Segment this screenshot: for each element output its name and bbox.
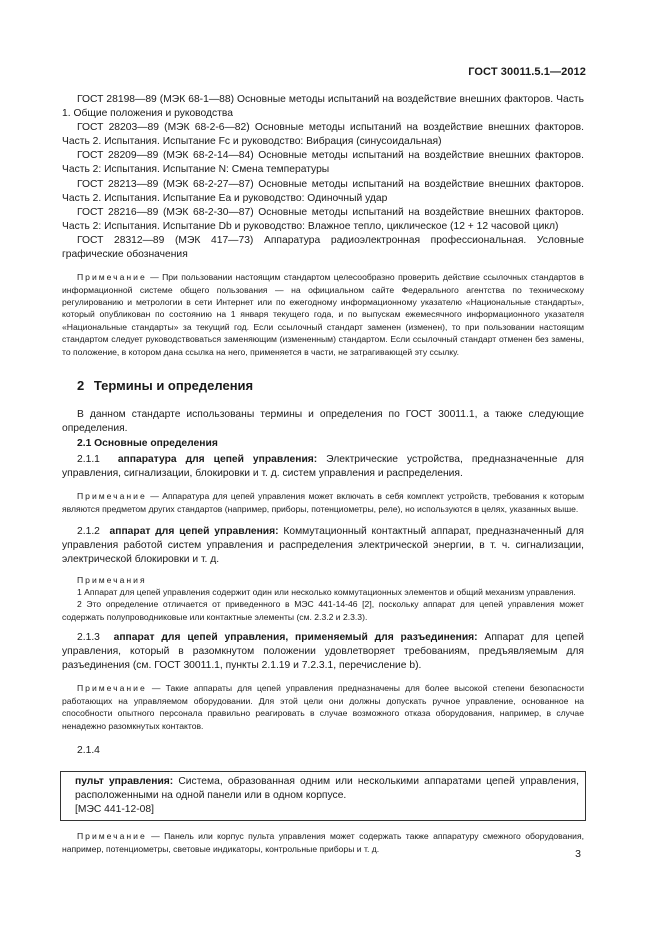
definition-note: 2 Это определение отличается от приведенного в МЭС 441-14-46 [2], поскольку аппарат для цепей управления может содержать полупроводниковые или контактные элементы (см. 2.3.2 и 2.3.3).	[62, 599, 584, 622]
clause-number: 2.1.1	[77, 454, 100, 466]
note-label: Примечание	[77, 683, 147, 694]
reference-item: ГОСТ 28203—89 (МЭК 68-2-6—82) Основные методы испытаний на воздействие внешних факторов. Часть 2. Испытания. Испытание Fc и руководство: Вибрация (синусоидальная)	[62, 122, 584, 148]
note-text: — Аппаратура для цепей управления может включать в себя комплект устройств, требования к которым являются предметом других стандартов (например, приборы, потенциометры, реле), но используются в целях, указанных выше.	[62, 491, 584, 514]
term: пульт управления:	[75, 776, 174, 788]
source-reference: [МЭС 441-12-08]	[75, 804, 154, 816]
note-label: Примечание	[77, 491, 147, 502]
definition-box	[60, 771, 586, 821]
section-intro: В данном стандарте использованы термины и определения по ГОСТ 30011.1, а также следующие определения.	[62, 408, 584, 435]
reference-item: ГОСТ 28209—89 (МЭК 68-2-14—84) Основные методы испытаний на воздействие внешних факторов. Часть 2: Испытания. Испытание N: Смена температуры	[62, 150, 584, 176]
subsection-heading: 2.1 Основные определения	[77, 438, 218, 450]
clause-number-2-1-4: 2.1.4	[77, 745, 100, 757]
definition-note	[62, 490, 584, 515]
term: аппарат для цепей управления:	[109, 526, 279, 538]
section-title: Термины и определения	[93, 377, 254, 393]
page-content	[62, 93, 584, 855]
document-header: ГОСТ 30011.5.1—2012	[468, 66, 586, 78]
notes-label	[62, 574, 584, 586]
clause-number: 2.1.2	[77, 526, 100, 538]
definition-note	[62, 682, 584, 732]
note-label: Примечание	[77, 272, 147, 283]
clause-number: 2.1.3	[77, 632, 100, 644]
definition-note: 1 Аппарат для цепей управления содержит один или несколько коммутационных элементов и общий механизм управления.	[77, 586, 576, 597]
definition-note	[62, 830, 584, 855]
definition-text: Электрические устройства, предназначенные для управления, сигнализации, блокировки и т. д. систем управления и распределения.	[62, 454, 584, 480]
page-number: 3	[575, 848, 581, 860]
reference-item: ГОСТ 28312—89 (МЭК 417—73) Аппаратура радиоэлектронная профессиональная. Условные графические обозначения	[62, 234, 584, 261]
term: аппарат для цепей управления, применяемый для разъединения:	[113, 632, 478, 644]
references-note	[62, 271, 584, 358]
section-number: 2	[77, 377, 85, 393]
definition-2-1-1	[62, 453, 584, 481]
note-label: Примечания	[77, 574, 147, 585]
note-text: — Такие аппараты для цепей управления предназначены для более высокой степени безопасности работающих на управляемом оборудовании. Для этой цели они должны допускать ручное управление, основанное на способности опытного персонала правильно реагировать в случае возможного отказа оборудования, например, в случае ненадежно разомкнутых контактов.	[62, 683, 584, 731]
reference-item: ГОСТ 28213—89 (МЭК 68-2-27—87) Основные методы испытаний на воздействие внешних факторов. Часть 2. Испытания. Испытание Ea и руководство: Одиночный удар	[62, 178, 584, 204]
note-text: — При пользовании настоящим стандартом целесообразно проверить действие ссылочных стандартов в информационной системе общего пользования — на официальном сайте Федерального агентства по техническому регулированию и метрологии в сети Интернет или по ежегодному информационному указателю «Национальные стандарты», который опубликован по состоянию на 1 января текущего года, и по выпускам ежемесячного информационного указателя «Национальные стандарты» за текущий год. Если ссылочный стандарт заменен (изменен), то при пользовании настоящим стандартом следует руководствоваться заменяющим (измененным) стандартом. Если ссылочный стандарт отменен без замены, то положение, в котором дана ссылка на него, применяется в части, не затрагивающей эту ссылку.	[62, 272, 584, 357]
definition-text: Аппарат для цепей управления, который в разомкнутом положении удовлетворяет требованиям, предъявляемым для разъединения (см. ГОСТ 30011.1, пункты 2.1.19 и 7.2.3.1, перечисление b).	[62, 632, 584, 672]
note-label: Примечание	[77, 831, 147, 842]
reference-item: ГОСТ 28198—89 (МЭК 68-1—88) Основные методы испытаний на воздействие внешних факторов. Часть 1. Общие положения и руководства	[62, 94, 584, 120]
section-heading	[62, 378, 584, 393]
reference-list	[62, 93, 584, 262]
definition-2-1-3	[62, 631, 584, 673]
definition-text: Коммутационный контактный аппарат, предназначенный для управления работой систем управления и распределения электрической энергии, в т. ч. сигнализации, электрической блокировки и т. д.	[62, 526, 584, 566]
term: аппаратура для цепей управления:	[117, 454, 318, 466]
note-text: — Панель или корпус пульта управления может содержать также аппаратуру смежного оборудования, например, потенциометры, световые индикаторы, контрольные приборы и т. д.	[62, 831, 584, 854]
definition-2-1-2	[62, 525, 584, 567]
reference-item: ГОСТ 28216—89 (МЭК 68-2-30—87) Основные методы испытаний на воздействие внешних факторов. Часть 2: Испытания. Испытание Db и руководство: Влажное тепло, циклическое (12 + 12 часовой цикл)	[62, 206, 584, 232]
definition-2-1-4	[75, 775, 579, 803]
definition-text: Система, образованная одним или несколькими аппаратами цепей управления, расположенными на одной панели или в одном корпусе.	[75, 776, 579, 802]
